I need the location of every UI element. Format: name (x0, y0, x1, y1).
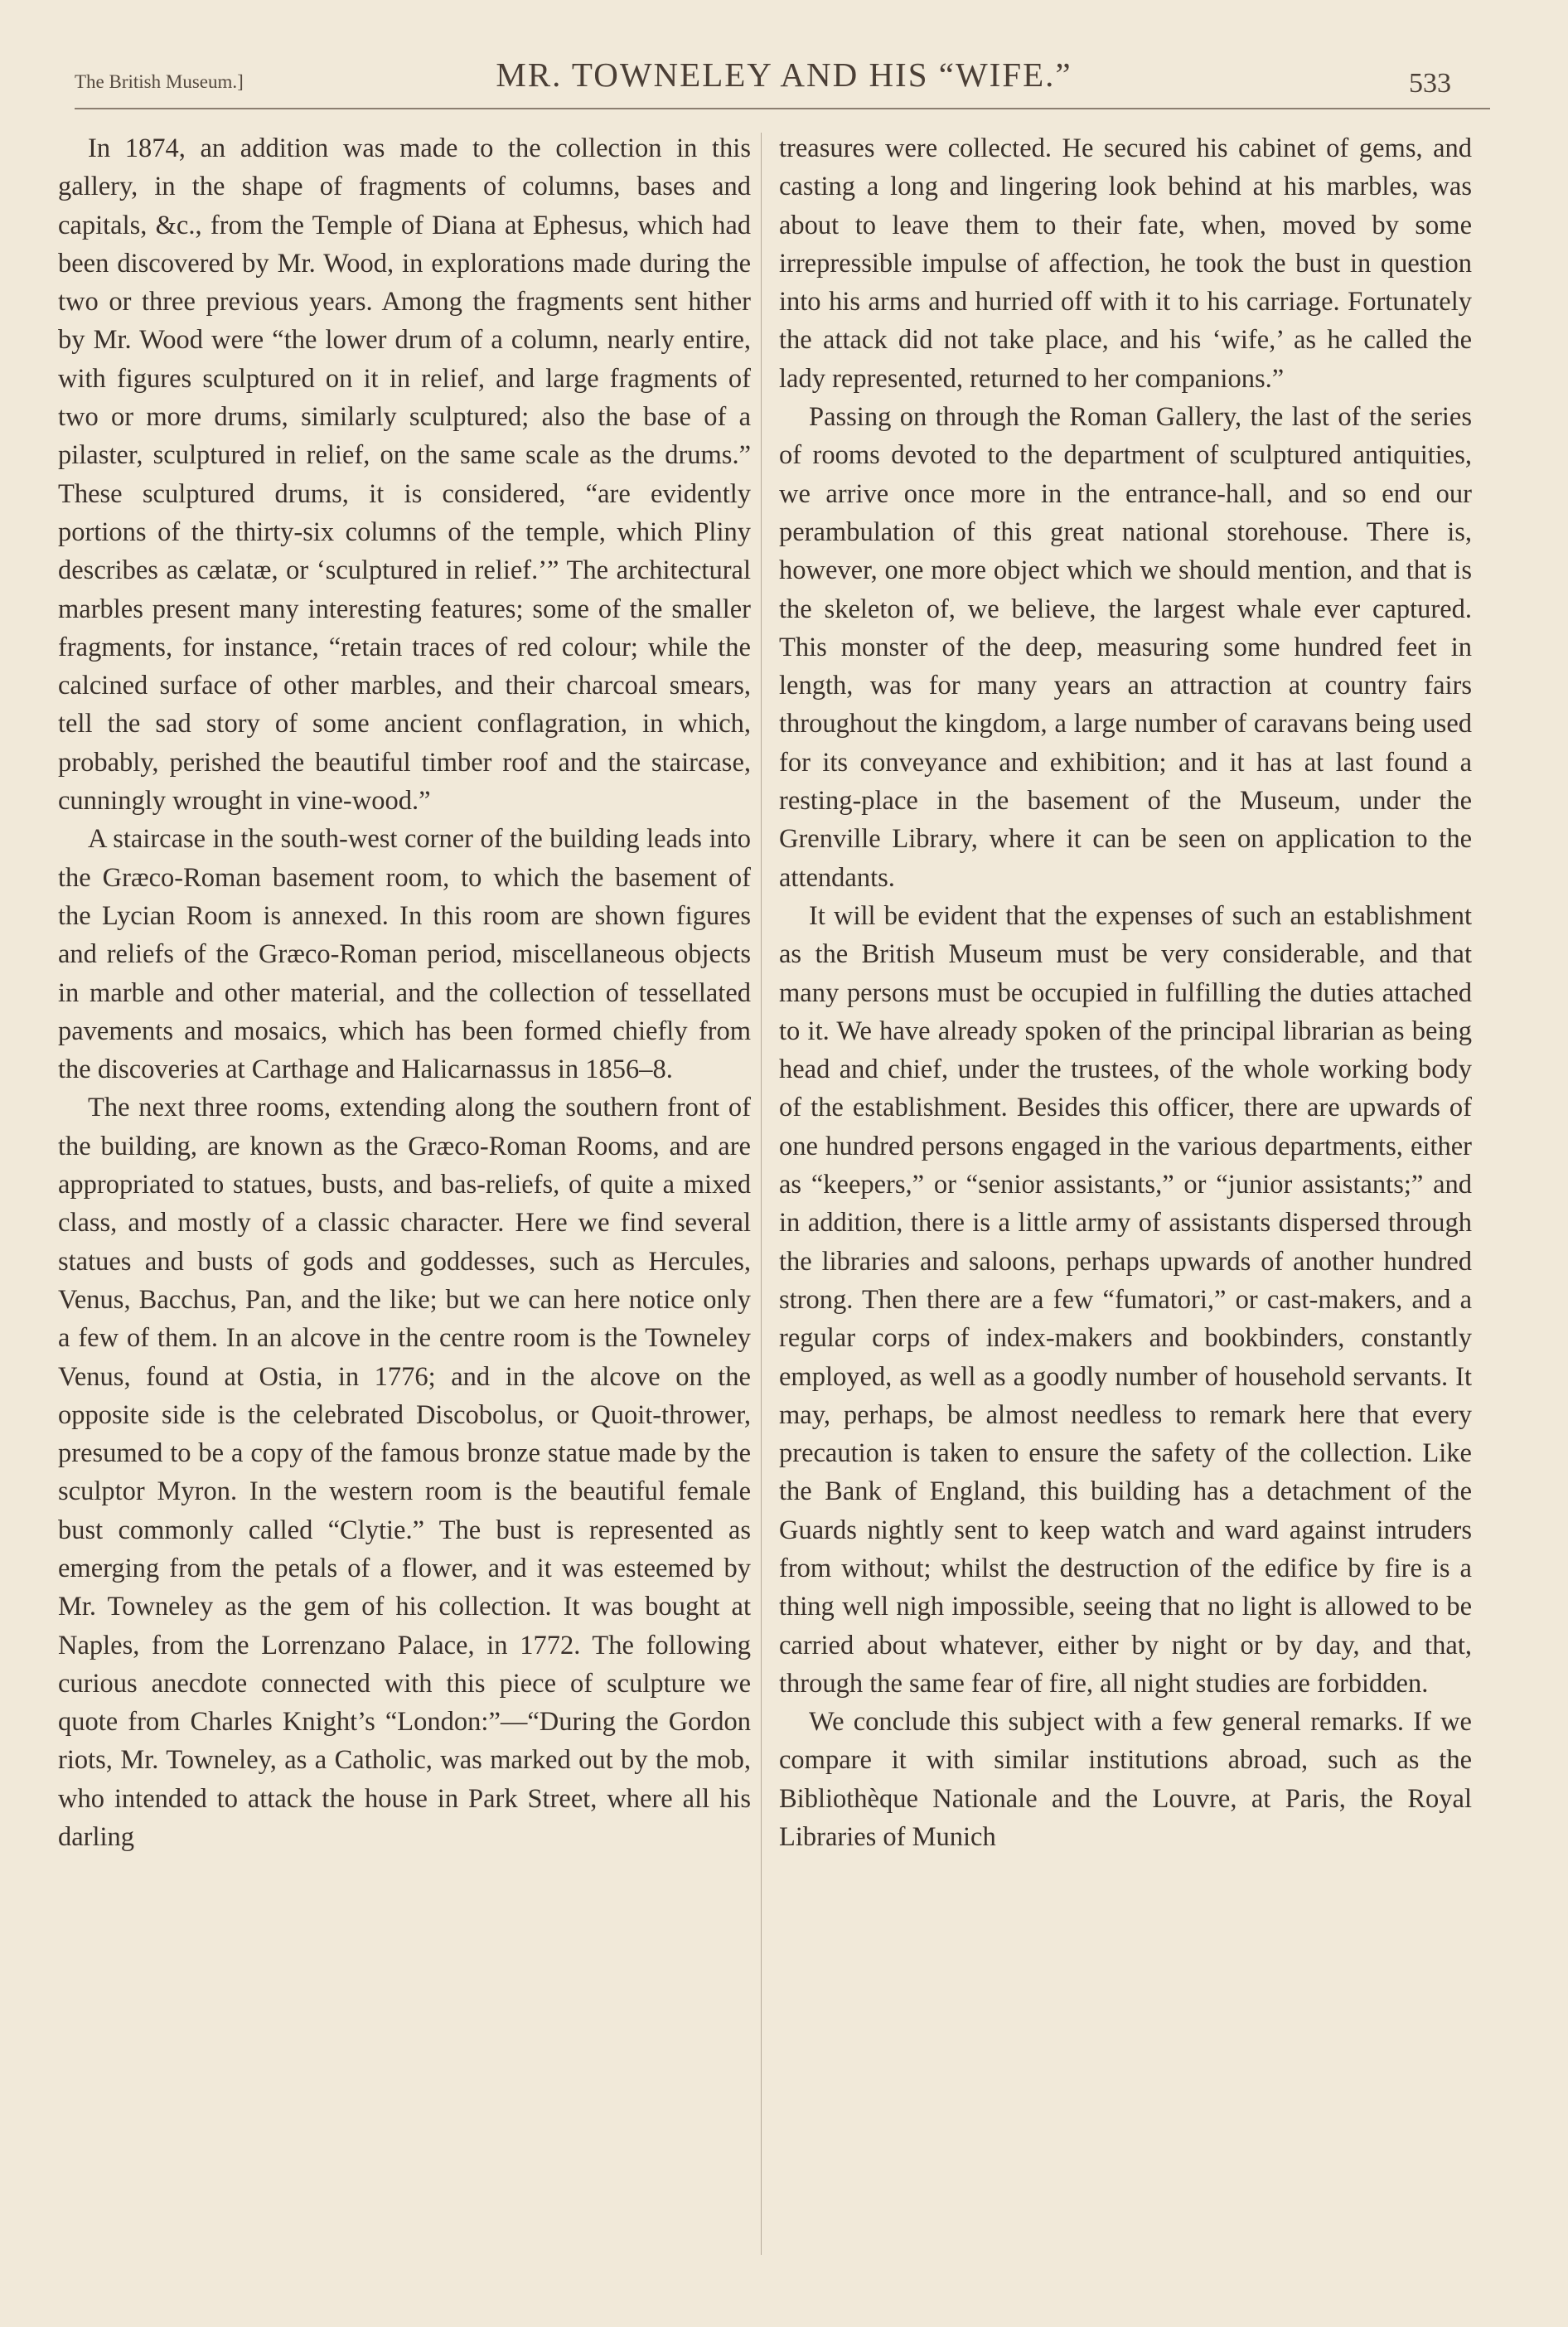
column-divider (761, 133, 762, 2255)
left-paragraph-3: The next three rooms, extending along the southern front of the building, are known as the Græco-Roman Rooms, and are appropriated to statues, busts, and bas-reliefs, of quite a mixed class, and mostly of a classic character. Here we find several statues and busts of gods and goddesses, such as Hercules, Venus, Bacchus, Pan, and the like; but we can here notice only a few of them. In an alcove in the centre room is the Towneley Venus, found at Ostia, in 1776; and in the alcove on the opposite side is the celebrated Discobolus, or Quoit-thrower, presumed to be a copy of the famous bronze statue made by the sculptor Myron. In the western room is the beautiful female bust commonly called “Clytie.” The bust is represented as emerging from the petals of a flower, and it was esteemed by Mr. Towneley as the gem of his collection. It was bought at Naples, from the Lorrenzano Palace, in 1772. The following curious anecdote connected with this piece of sculpture we quote from Charles Knight’s “London:”—“During the Gordon riots, Mr. Towneley, as a Catholic, was marked out by the mob, who intended to attack the house in Park Street, where all his darling (58, 1093, 751, 1853)
left-paragraph-2: A staircase in the south-west corner of the building leads into the Græco-Roman basement room, to which the basement of the Lycian Room is annexed. In this room are shown figures and reliefs of the Græco-Roman period, miscellaneous objects in marble and other material, and the collection of tessellated pavements and mosaics, which has been formed chiefly from the discoveries at Carthage and Halicarnassus in 1856–8. (58, 824, 751, 1085)
running-head-source: The British Museum.] (75, 71, 244, 92)
page-number: 533 (1409, 68, 1451, 99)
right-paragraph-4: We conclude this subject with a few general remarks. If we compare it with similar institutions abroad, such as the Bibliothèque Nationale and the Louvre, at Paris, the Royal Libraries of Munich (779, 1707, 1472, 1853)
right-paragraph-3: It will be evident that the expenses of such an establishment as the British Museum must be very considerable, and that many persons must be occupied in fulfilling the duties attached to it. We have already spoken of the principal librarian as being head and chief, under the trustees, of the whole working body of the establishment. Besides this officer, there are upwards of one hundred persons engaged in the various departments, either as “keepers,” or “senior assistants,” or “junior assistants;” and in addition, there is a little army of assistants dispersed through the libraries and saloons, perhaps upwards of another hundred strong. Then there are a few “fumatori,” or cast-makers, and a regular corps of index-makers and bookbinders, constantly employed, as well as a goodly number of household servants. It may, perhaps, be almost needless to remark here that every precaution is taken to ensure the safety of the collection. Like the Bank of England, this building has a detachment of the Guards nightly sent to keep watch and ward against intruders from without; whilst the destruction of the edifice by fire is a thing well nigh impossible, seeing that no light is allowed to be carried about whatever, either by night or by day, and that, through the same fear of fire, all night studies are forbidden. (779, 900, 1472, 1699)
running-head-title: MR. TOWNELEY AND HIS “WIFE.” (496, 56, 1072, 94)
left-paragraph-1: In 1874, an addition was made to the collection in this gallery, in the shape of fragments of columns, bases and capitals, &c., from the Temple of Diana at Ephesus, which had been discovered by Mr. Wood, in explorations made during the two or three previous years. Among the fragments sent hither by Mr. Wood were “the lower drum of a column, nearly entire, with figures sculptured on it in relief, and large fragments of two or more drums, similarly sculptured; also the base of a pilaster, sculptured in relief, on the same scale as the drums.” These sculptured drums, it is considered, “are evidently portions of the thirty-six columns of the temple, which Pliny describes as cælatæ, or ‘sculptured in relief.’” The architectural marbles present many interesting features; some of the smaller fragments, for instance, “retain traces of red colour; while the calcined surface of other marbles, and their charcoal smears, tell the sad story of some ancient conflagration, in which, probably, perished the beautiful timber roof and the staircase, cunningly wrought in vine-wood.” (58, 133, 751, 817)
running-head (0, 0, 1568, 116)
right-paragraph-1: treasures were collected. He secured his cabinet of gems, and casting a long and lingering look behind at his marbles, was about to leave them to their fate, when, moved by some irrepressible impulse of affection, he took the bust in question into his arms and hurried off with it to his carriage. Fortunately the attack did not take place, and his ‘wife,’ as he called the lady represented, returned to her companions.” (779, 133, 1472, 394)
left-column (58, 129, 751, 1856)
header-rule (75, 108, 1490, 109)
right-paragraph-2: Passing on through the Roman Gallery, the last of the series of rooms devoted to the department of sculptured antiquities, we arrive once more in the entrance-hall, and so end our perambulation of this great national storehouse. There is, however, one more object which we should mention, and that is the skeleton of, we believe, the largest whale ever captured. This monster of the deep, measuring some hundred feet in length, was for many years an attraction at country fairs throughout the kingdom, a large number of caravans being used for its conveyance and exhibition; and it has at last found a resting-place in the basement of the Museum, under the Grenville Library, where it can be seen on application to the attendants. (779, 402, 1472, 893)
right-column (779, 129, 1472, 1856)
